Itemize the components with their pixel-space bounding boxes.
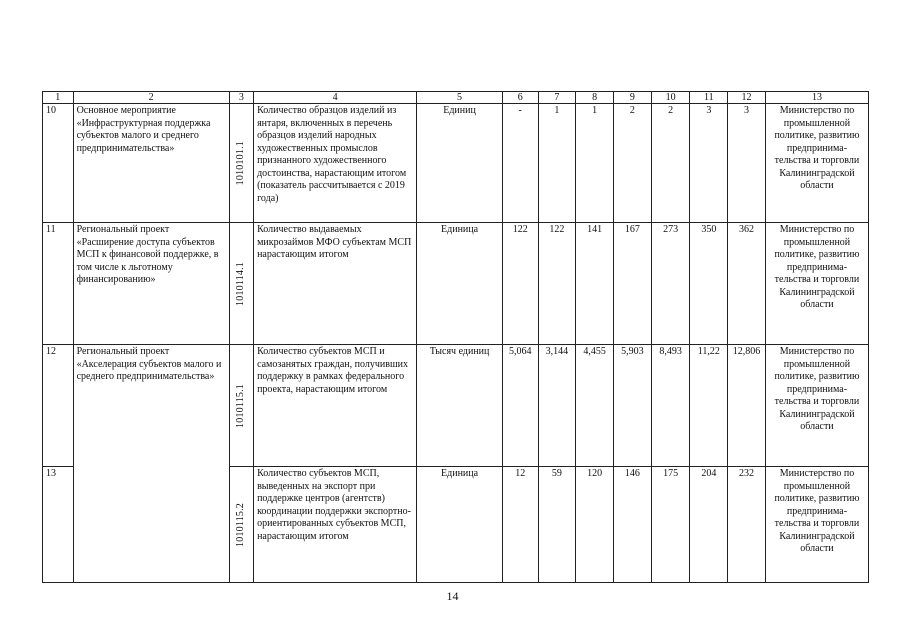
header-col-4: 4 — [254, 92, 417, 104]
header-col-10: 10 — [651, 92, 690, 104]
indicator-code-cell — [229, 345, 253, 467]
value-col-8: 141 — [576, 223, 614, 345]
row-number: 10 — [43, 104, 74, 223]
value-col-8: 120 — [576, 467, 614, 583]
header-col-6: 6 — [502, 92, 538, 104]
row-number: 12 — [43, 345, 74, 467]
unit: Тысяч единиц — [417, 345, 503, 467]
value-col-9: 167 — [614, 223, 652, 345]
table-row — [43, 467, 869, 583]
value-col-8: 1 — [576, 104, 614, 223]
header-col-9: 9 — [614, 92, 652, 104]
value-col-11: 3 — [690, 104, 728, 223]
indicator-code-cell — [229, 223, 253, 345]
value-col-9: 5,903 — [614, 345, 652, 467]
value-col-10: 8,493 — [651, 345, 690, 467]
executor: Министерство по промышленной политике, развитию предпринима-тельства и торговли Калининградской области — [765, 104, 868, 223]
value-col-12: 232 — [728, 467, 766, 583]
indicator-code: 1010101.1 — [235, 140, 247, 186]
header-row — [43, 92, 869, 104]
header-col-2: 2 — [73, 92, 229, 104]
indicator-code: 1010115.1 — [235, 383, 247, 428]
indicator-code-cell — [229, 467, 253, 583]
event-name: Региональный проект «Акселерация субъектов малого и среднего предпринимательства» — [73, 345, 229, 467]
value-col-6: - — [502, 104, 538, 223]
event-name: Региональный проект «Расширение доступа субъектов МСП к финансовой поддержке, в том числе к льготному финансированию» — [73, 223, 229, 345]
value-col-7: 59 — [538, 467, 576, 583]
value-col-10: 175 — [651, 467, 690, 583]
row-number: 11 — [43, 223, 74, 345]
event-name — [73, 467, 229, 583]
value-col-11: 11,22 — [690, 345, 728, 467]
indicator-code-cell — [229, 104, 253, 223]
unit: Единица — [417, 467, 503, 583]
value-col-8: 4,455 — [576, 345, 614, 467]
value-col-6: 5,064 — [502, 345, 538, 467]
executor: Министерство по промышленной политике, развитию предпринима-тельства и торговли Калининградской области — [765, 467, 868, 583]
header-col-12: 12 — [728, 92, 766, 104]
value-col-10: 2 — [651, 104, 690, 223]
value-col-12: 12,806 — [728, 345, 766, 467]
value-col-10: 273 — [651, 223, 690, 345]
indicator-name: Количество образцов изделий из янтаря, включенных в перечень образцов изделий народных художественных промыслов признанного художественного достоинства, нарастающим итогом (показатель рассчитывается с 2019 года) — [254, 104, 417, 223]
page-number: 14 — [446, 589, 459, 603]
value-col-12: 3 — [728, 104, 766, 223]
indicator-code: 1010115.2 — [235, 502, 247, 547]
header-col-1: 1 — [43, 92, 74, 104]
value-col-6: 12 — [502, 467, 538, 583]
value-col-7: 3,144 — [538, 345, 576, 467]
indicator-name: Количество субъектов МСП и самозанятых граждан, получивших поддержку в рамках федерального проекта, нарастающим итогом — [254, 345, 417, 467]
unit: Единица — [417, 223, 503, 345]
header-col-7: 7 — [538, 92, 576, 104]
value-col-12: 362 — [728, 223, 766, 345]
indicators-table — [42, 91, 869, 583]
executor: Министерство по промышленной политике, развитию предпринима-тельства и торговли Калининградской области — [765, 223, 868, 345]
table-row — [43, 104, 869, 223]
table-row — [43, 223, 869, 345]
indicator-name: Количество выдаваемых микрозаймов МФО субъектам МСП нарастающим итогом — [254, 223, 417, 345]
header-col-13: 13 — [765, 92, 868, 104]
unit: Единиц — [417, 104, 503, 223]
value-col-9: 146 — [614, 467, 652, 583]
indicator-name: Количество субъектов МСП, выведенных на экспорт при поддержке центров (агентств) координации поддержки экспортно-ориентированных субъектов МСП, нарастающим итогом — [254, 467, 417, 583]
value-col-11: 350 — [690, 223, 728, 345]
header-col-11: 11 — [690, 92, 728, 104]
value-col-7: 122 — [538, 223, 576, 345]
value-col-6: 122 — [502, 223, 538, 345]
row-number: 13 — [43, 467, 74, 583]
value-col-7: 1 — [538, 104, 576, 223]
header-col-5: 5 — [417, 92, 503, 104]
table-row — [43, 345, 869, 467]
header-col-8: 8 — [576, 92, 614, 104]
executor: Министерство по промышленной политике, развитию предпринима-тельства и торговли Калининградской области — [765, 345, 868, 467]
header-col-3: 3 — [229, 92, 253, 104]
value-col-9: 2 — [614, 104, 652, 223]
value-col-11: 204 — [690, 467, 728, 583]
event-name: Основное мероприятие «Инфраструктурная поддержка субъектов малого и среднего предпринимательства» — [73, 104, 229, 223]
indicator-code: 1010114.1 — [235, 261, 247, 306]
